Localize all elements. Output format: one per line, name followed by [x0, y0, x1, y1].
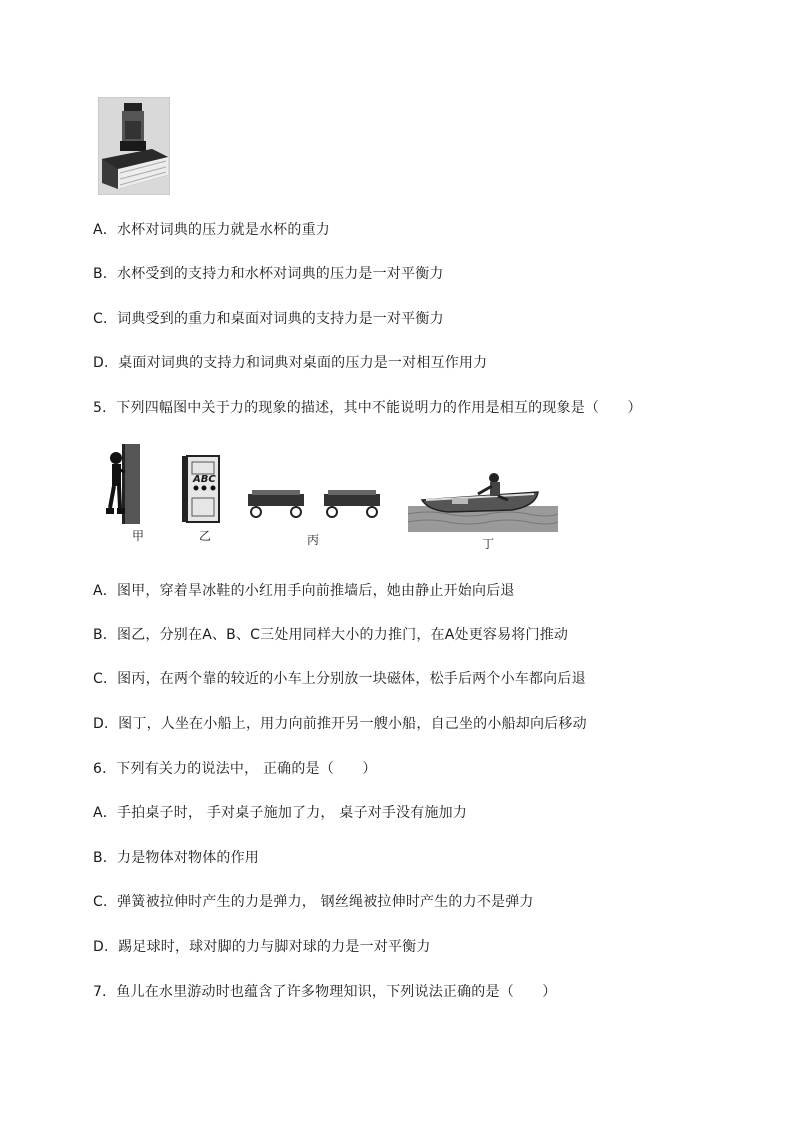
figure-label-bing: 丙: [307, 533, 320, 547]
q4-option-b: B．水杯受到的支持力和水杯对词典的压力是一对平衡力: [93, 266, 444, 282]
door-letters: ABC: [193, 474, 216, 485]
cup-on-dictionary-photo: [98, 97, 170, 195]
q5-option-b: B．图乙，分别在A、B、C三处用同样大小的力推门，在A处更容易将门推动: [93, 627, 569, 643]
q6-option-a: A．手拍桌子时， 手对桌子施加了力， 桌子对手没有施加力: [93, 805, 468, 821]
q6-option-c: C．弹簧被拉伸时产生的力是弹力， 钢丝绳被拉伸时产生的力不是弹力: [93, 894, 534, 910]
q6-stem: 6．下列有关力的说法中， 正确的是（ ）: [93, 761, 377, 777]
figure-jia-girl-pushing-wall: [104, 444, 148, 524]
q4-option-a: A．水杯对词典的压力就是水杯的重力: [93, 222, 330, 238]
figure-label-jia: 甲: [132, 529, 145, 543]
figure-bing-magnet-carts: [244, 488, 384, 520]
q6-option-d: D．踢足球时，球对脚的力与脚对球的力是一对平衡力: [93, 939, 431, 955]
figure-ding-boats: [408, 470, 558, 532]
figure-yi-door: [180, 454, 222, 524]
figure-label-yi: 乙: [199, 529, 212, 543]
q7-stem: 7．鱼儿在水里游动时也蕴含了许多物理知识，下列说法正确的是（ ）: [93, 984, 557, 1000]
q5-stem: 5．下列四幅图中关于力的现象的描述，其中不能说明力的作用是相互的现象是（ ）: [93, 400, 642, 416]
q5-option-d: D．图丁，人坐在小船上，用力向前推开另一艘小船，自己坐的小船却向后移动: [93, 716, 587, 732]
figure-label-ding: 丁: [482, 537, 495, 551]
q4-option-d: D．桌面对词典的支持力和词典对桌面的压力是一对相互作用力: [93, 355, 488, 371]
q5-option-a: A．图甲，穿着旱冰鞋的小红用手向前推墙后，她由静止开始向后退: [93, 583, 515, 599]
q5-option-c: C．图丙，在两个靠的较近的小车上分别放一块磁体，松手后两个小车都向后退: [93, 671, 586, 687]
q6-option-b: B．力是物体对物体的作用: [93, 850, 260, 866]
q4-option-c: C．词典受到的重力和桌面对词典的支持力是一对平衡力: [93, 311, 444, 327]
